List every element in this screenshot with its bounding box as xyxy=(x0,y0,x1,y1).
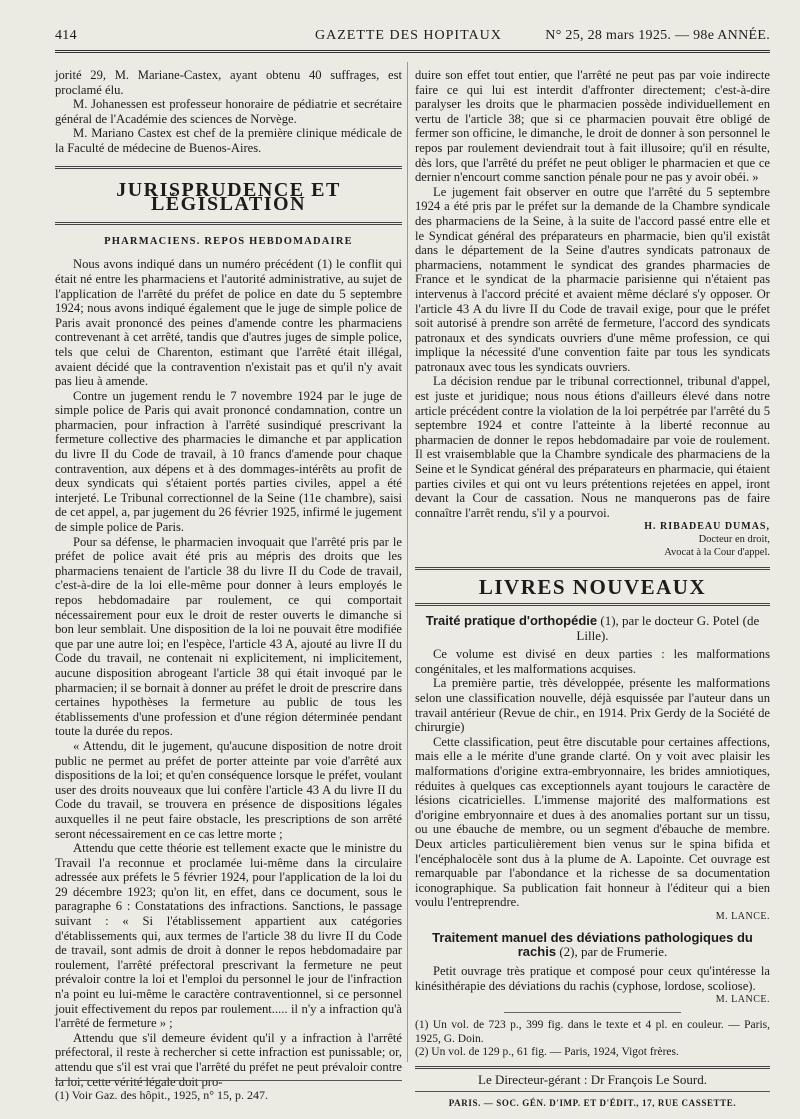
reviewer-signature: M. LANCE. xyxy=(715,994,770,1006)
paragraph: La première partie, très développée, présente les malformations selon une classification nouvelle, déjà esquissée par l'auteur dans un travail antérieur (Revue de chir., en 1914. Prix Gerdy de la Société de chirurgie) xyxy=(415,676,770,735)
paragraph: Le jugement fait observer en outre que l'arrêté du 5 septembre 1924 a été pris par le préfet sur la demande de la Chambre syndicale des pharmaciens de la Seine, à la suite de l'accord passé entre elle et le Syndicat général des préparateurs en pharmacie, bien qu'il existât dans le département de la Seine d'autres syndicats patronaux de pharmaciens, notamment le syndicat des grandes pharmacies de France et le syndicat de la pharmacie parisienne qui n'étaient pas intervenus à l'accord précité et avaient même déclaré s'y opposer. Or l'article 43 A du livre II du Code de travail exige, pour que le préfet soit autorisé à prendre son arrêté de fermeture, l'accord des syndicats patronaux et des syndicats ouvriers d'une même profession, ce qui implique la nécessité d'une convention faite par tous les syndicats patronaux avec tous les syndicats ouvriers. xyxy=(415,184,770,374)
paragraph: Ce volume est divisé en deux parties : les malformations congénitales, et les malformations acquises. xyxy=(415,647,770,676)
printer-line: PARIS. — SOC. GÉN. D'IMP. ET D'ÉDIT., 17, RUE CASSETTE. xyxy=(448,1098,737,1109)
footer-rule xyxy=(415,1091,770,1092)
reviewer-signature: M. LANCE. xyxy=(715,910,770,922)
paragraph: duire son effet tout entier, que l'arrêté ne peut pas par voie indirecte faire ce qui lui est interdit d'affronter directement; c'est-à-dire paralyser les droits que le pharmacien possède individuellement en vertu de l'article 38; que si ce pharmacien pouvait être obligé de fermer son officine, le dimanche, le droit de donner à son personnel le repos par roulement deviendrait tout à fait illusoire; qu'il en résulte, dès lors, que l'arrêté du préfet ne peut obliger le pharmacien et que ce dernier n'encourt comme sanction pénale pour ne pas y avoir obéi. » xyxy=(415,68,770,185)
footnote-rule xyxy=(55,1080,402,1081)
section-title-jurisprudence: JURISPRUDENCE ET LÉGISLATION xyxy=(116,178,341,216)
section-rule xyxy=(55,166,402,169)
book-author: (2), par de Frumerie. xyxy=(556,944,668,960)
section-title-livres: LIVRES NOUVEAUX xyxy=(478,575,707,600)
book-heading xyxy=(415,614,770,643)
left-column xyxy=(55,68,402,1089)
footnote-rule xyxy=(504,1012,682,1013)
footnote: (2) Un vol. de 129 p., 61 fig. — Paris, 1924, Vigot frères. xyxy=(415,1046,679,1059)
section-rule xyxy=(415,567,770,570)
article-subtitle: PHARMACIENS. REPOS HEBDOMADAIRE xyxy=(104,235,353,247)
footnote-left: (1) Voir Gaz. des hôpit., 1925, n° 15, p. 247. xyxy=(55,1088,269,1102)
paragraph: jorité 29, M. Mariane-Castex, ayant obtenu 40 suffrages, est proclamé élu. xyxy=(55,68,402,97)
journal-title: GAZETTE DES HOPITAUX xyxy=(315,28,502,43)
paragraph: Contre un jugement rendu le 7 novembre 1924 par le juge de simple police de Paris qui avait prononcé condamnation, contre un pharmacien, pour infraction à l'arrêté susindiqué prescrivant la fermeture collective des pharmacies le dimanche et par application du livre II du Code de travail, à 10 francs d'amende pour chaque contravention, aux dépens et à des dommages-intérêts au profit de deux syndicats qui s'étaient portés parties civiles, appel a été interjeté. Le Tribunal correctionnel de la Seine (11e chambre), saisi de cet appel, a, par jugement du 26 février 1925, infirmé le jugement de simple police de Paris. xyxy=(55,388,402,535)
paragraph: M. Johanessen est professeur honoraire de pédiatrie et secrétaire général de l'Académie des sciences de Norvège. xyxy=(55,97,402,126)
author-title: Avocat à la Cour d'appel. xyxy=(664,547,770,559)
paragraph: Nous avons indiqué dans un numéro précédent (1) le conflit qui était né entre les pharmaciens et l'autorité administrative, au sujet de l'application de l'arrêté du préfet de police en date du 5 septembre 1924; nous avons indiqué également que le juge de simple police de Paris avait prononcé des peines d'amende contre les pharmaciens contrevenant à cet arrêté, tandis que d'autres juges de simple police, tels que celui de Charenton, estimant que l'arrêté était illégal, avaient décidé que la contravention n'existait pas et qu'il n'y avait pas lieu à amende. xyxy=(55,257,402,389)
paragraph: Cette classification, peut être discutable pour certaines affections, mais elle a le mérite d'une grande clarté. On y voit avec plaisir les malformations d'origine extra-embryonnaire, les brides amniotiques, réduites à quelques cas exceptionnels ayant toujours le caractère de lésions cicatricielles. L'immense majorité des malformations est d'origine embryonnaire et dues à des anomalies portant sur un tissu, ou une ébauche de membre, ou un segment d'ébauche de membre. Deux articles particulièrement bien venus sur le spina bifida et l'encéphalocèle sont dus à la plume de A. Lapointe. Cet ouvrage est remarquable par l'abondance et la richesse de sa documentation iconographique. Sa publication fait honneur à l'éditeur qui a bien voulu l'entreprendre. xyxy=(415,734,770,910)
footnote: (1) Un vol. de 723 p., 399 fig. dans le texte et 4 pl. en couleur. — Paris, 1925, G. Doin. xyxy=(415,1019,770,1045)
issue-info: N° 25, 28 mars 1925. — 98e ANNÉE. xyxy=(545,28,770,43)
paragraph: Attendu que cette théorie est tellement exacte que le ministre du Travail l'a reconnue et proclamée lui-même dans la circulaire adressée aux préfets le 5 février 1924, pour l'application de la loi du 29 décembre 1923; qu'on lit, en effet, dans ce document, sous le paragraphe 6 : Constatations des infractions. Sanctions, le passage suivant : « Si l'établissement appartient aux catégories d'établissements qui, aux termes de l'article 38 du livre II du Code de travail, sont admis de droit à donner le repos hebdomadaire par roulement, l'arrêté préfectoral prescrivant la fermeture ne peut prévaloir contre la loi et l'emploi du personnel le jour de l'infraction n'a point eu lui-même le caractère contraventionnel, si ce personnel jouit effectivement du repos par roulement..... il n'y a infraction qu'à l'arrêté de fermeture » ; xyxy=(55,841,402,1031)
paragraph: M. Mariano Castex est chef de la première clinique médicale de la Faculté de médecine de Buenos-Aires. xyxy=(55,126,402,155)
author-name: H. RIBADEAU DUMAS, xyxy=(644,521,770,533)
section-rule xyxy=(55,222,402,225)
header-rule xyxy=(55,50,770,53)
book-title: Traité pratique d'orthopédie xyxy=(425,613,598,628)
page-number: 414 xyxy=(55,28,77,43)
book-author: (1), par le docteur G. Potel (de Lille). xyxy=(576,613,760,643)
right-column xyxy=(415,68,770,1111)
book-title: Traitement manuel des déviations pathologiques du rachis xyxy=(432,929,753,960)
paragraph: Attendu que s'il demeure évident qu'il y a infraction à l'arrêté préfectoral, il reste à rechercher si cette infraction est punissable; or, attendu que s'il est vrai que l'arrêté du préfet ne peut prévaloir contre la loi, cette vérité légale doit pro- xyxy=(55,1030,402,1089)
paragraph: « Attendu, dit le jugement, qu'aucune disposition de notre droit public ne permet au préfet de porter atteinte par voie d'arrêté aux dispositions de la loi; et qu'en conséquence lorsque le préfet, voulant user des droits nouveaux que lui confère l'article 43 A du livre II du Code du travail, se trouvera en présence de dispositions légales auxquelles il ne peut faire obstacle, les prescriptions de son arrêté seront nécessairement en ce cas lettre morte ; xyxy=(55,738,402,841)
column-separator xyxy=(407,62,408,1062)
director-line: Le Directeur-gérant : Dr François Le Sourd. xyxy=(478,1071,707,1087)
author-title: Docteur en droit, xyxy=(698,534,770,546)
author-signature xyxy=(415,520,770,559)
paragraph: La décision rendue par le tribunal correctionnel, tribunal d'appel, est juste et juridique; nous nous étions d'ailleurs élevé dans notre article précédent contre la violation de la loi perpétrée par l'arrêté du 5 septembre 1924 et contre l'atteinte à la liberté reconnue au pharmacien de donner le repos hebdomadaire par voie de roulement. Il est vraisemblable que la Chambre syndicale des pharmaciens de la Seine et le Syndicat général des préparateurs en pharmacie, qui étaient parties civiles et qui ont vu leurs prétentions rejetées en appel, iront devant la Cour de cassation. Nous ne manquerons pas de faire connaître l'arrêt rendu, s'il y a pourvoi. xyxy=(415,374,770,520)
section-rule xyxy=(415,603,770,606)
paragraph: Petit ouvrage très pratique et composé pour ceux qu'intéresse la kinésithérapie des déviations du rachis (cyphose, lordose, scoliose). xyxy=(415,964,770,993)
footer-rule xyxy=(415,1066,770,1069)
paragraph: Pour sa défense, le pharmacien invoquait que l'arrêté pris par le préfet de police avait été pris au mépris des droits que les pharmaciens tenaient de l'article 38 du livre II du Code de travail, c'est-à-dire de la loi elle-même pour donner à leurs employés le repos hebdomadaire par roulement, ce qui comportait nécessairement pour eux le droit de rester ouverts le dimanche si bon leur semblait. Une disposition de la loi ne pouvait être modifiée que par une autre loi; en l'espèce, l'article 43 A, ajouté au livre II du Code du travail, ne contenait ni explicitement, ni implicitement, aucune disposition abrogeant l'article 38 qui était invoqué par le pharmacien; il se bornait à donner au préfet le droit de prescrire dans certaines hypothèses la fermeture au public de tous les établissements d'une profession et d'une région déterminée pendant toute la durée du repos. xyxy=(55,534,402,739)
book-heading xyxy=(415,931,770,960)
